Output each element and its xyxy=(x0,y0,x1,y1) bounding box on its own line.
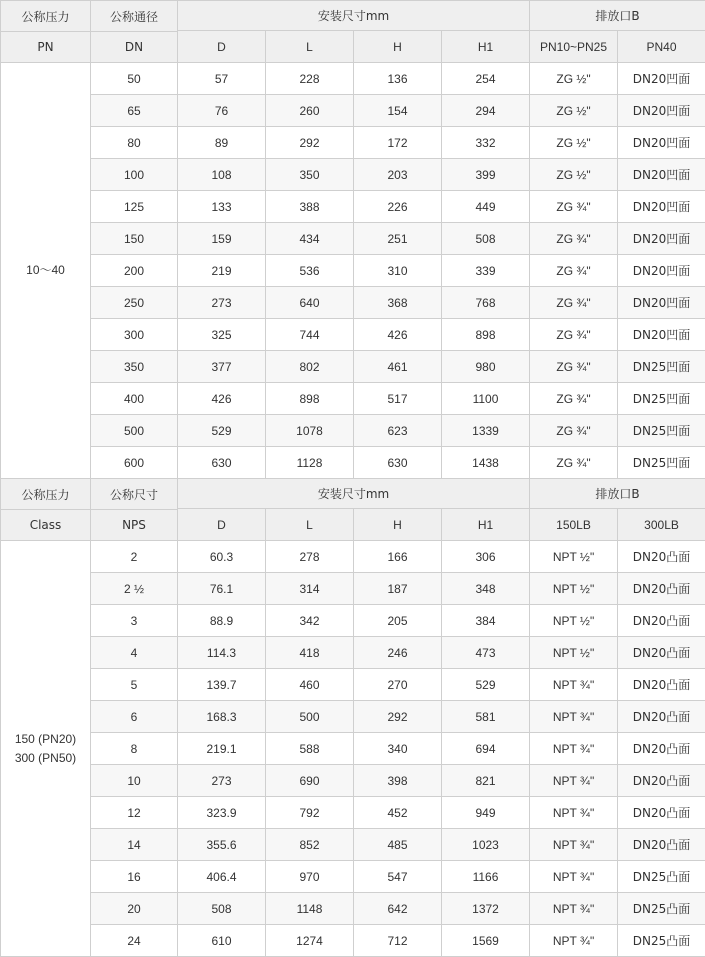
table2-cell-d: 60.3 xyxy=(178,541,266,573)
table1-row xyxy=(1,351,705,383)
table1-cell-outlet-b: DN20凹面 xyxy=(618,63,705,95)
table2-cell-d: 76.1 xyxy=(178,573,266,605)
table2-cell-l: 588 xyxy=(266,733,354,765)
table1-row xyxy=(1,95,705,127)
table1-cell-l: 1078 xyxy=(266,415,354,447)
table1-cell-dn: 50 xyxy=(91,63,178,95)
table1-cell-l: 640 xyxy=(266,287,354,319)
table1-cell-d: 89 xyxy=(178,127,266,159)
table2-cell-outlet-b: DN25凸面 xyxy=(618,925,705,957)
table1-cell-outlet-b: DN20凹面 xyxy=(618,287,705,319)
table2-cell-l: 500 xyxy=(266,701,354,733)
table2-cell-outlet-a: NPT ¾" xyxy=(530,861,618,893)
table1-cell-dn: 125 xyxy=(91,191,178,223)
table2-cell-h: 398 xyxy=(354,765,442,797)
table1-subheader-outlet-b: PN40 xyxy=(618,31,705,63)
table1-row xyxy=(1,255,705,287)
table1-cell-dn: 65 xyxy=(91,95,178,127)
table1-cell-h1: 399 xyxy=(442,159,530,191)
table1-cell-dn: 400 xyxy=(91,383,178,415)
table2-cell-nps: 10 xyxy=(91,765,178,797)
table1-cell-outlet-a: ZG ½" xyxy=(530,63,618,95)
table1-cell-h1: 980 xyxy=(442,351,530,383)
table2-cell-outlet-b: DN20凸面 xyxy=(618,669,705,701)
table2-cell-h: 452 xyxy=(354,797,442,829)
table2-cell-outlet-b: DN20凸面 xyxy=(618,573,705,605)
table1-row xyxy=(1,127,705,159)
table2-cell-h: 340 xyxy=(354,733,442,765)
table2-row xyxy=(1,829,705,861)
table2-row xyxy=(1,637,705,669)
table2-cell-outlet-a: NPT ½" xyxy=(530,605,618,637)
table2-cell-outlet-a: NPT ¾" xyxy=(530,733,618,765)
table1-cell-h: 623 xyxy=(354,415,442,447)
table1-subheader-d: D xyxy=(178,31,266,63)
table2-row xyxy=(1,573,705,605)
table1-cell-outlet-b: DN20凹面 xyxy=(618,127,705,159)
table2-cell-d: 168.3 xyxy=(178,701,266,733)
table1-cell-d: 219 xyxy=(178,255,266,287)
table2-cell-nps: 4 xyxy=(91,637,178,669)
table1-cell-outlet-b: DN20凹面 xyxy=(618,159,705,191)
table2-subheader-outlet-b: 300LB xyxy=(618,509,705,541)
table1-cell-d: 426 xyxy=(178,383,266,415)
table2-row xyxy=(1,925,705,957)
table2-subheader-h: H xyxy=(354,509,442,541)
table1-header-diameter xyxy=(91,1,178,63)
table2-cell-h: 292 xyxy=(354,701,442,733)
table1-cell-outlet-b: DN20凹面 xyxy=(618,191,705,223)
table1-cell-d: 57 xyxy=(178,63,266,95)
table1-cell-dn: 600 xyxy=(91,447,178,479)
table2-pressure-value xyxy=(1,541,91,957)
table1-cell-d: 325 xyxy=(178,319,266,351)
table2-cell-h1: 1569 xyxy=(442,925,530,957)
table2-cell-nps: 2 ½ xyxy=(91,573,178,605)
table2-subheader-h1: H1 xyxy=(442,509,530,541)
table2-cell-nps: 5 xyxy=(91,669,178,701)
table1-cell-outlet-b: DN25凹面 xyxy=(618,351,705,383)
table1-cell-l: 1128 xyxy=(266,447,354,479)
table2-row xyxy=(1,605,705,637)
table1-row xyxy=(1,319,705,351)
table2-header-outlet-group: 排放口B xyxy=(530,479,705,509)
table2-cell-h1: 348 xyxy=(442,573,530,605)
table1-subheader-outlet-a: PN10~PN25 xyxy=(530,31,618,63)
table1-cell-dn: 100 xyxy=(91,159,178,191)
table1-cell-outlet-a: ZG ¾" xyxy=(530,351,618,383)
table2-cell-nps: 12 xyxy=(91,797,178,829)
table2-cell-outlet-a: NPT ½" xyxy=(530,573,618,605)
table1-cell-h: 368 xyxy=(354,287,442,319)
table1-cell-h1: 254 xyxy=(442,63,530,95)
table1-cell-outlet-b: DN20凹面 xyxy=(618,223,705,255)
table2-header-pressure-label: 公称压力 xyxy=(1,480,90,509)
table1-cell-h: 310 xyxy=(354,255,442,287)
table2-header-install-group: 安装尺寸mm xyxy=(178,479,530,509)
table2-cell-outlet-a: NPT ¾" xyxy=(530,797,618,829)
table2-cell-d: 88.9 xyxy=(178,605,266,637)
table1-cell-h: 203 xyxy=(354,159,442,191)
table2-cell-outlet-b: DN20凸面 xyxy=(618,541,705,573)
table1-row xyxy=(1,223,705,255)
table1-cell-outlet-a: ZG ¾" xyxy=(530,255,618,287)
table1-cell-outlet-a: ZG ¾" xyxy=(530,319,618,351)
table1-cell-h1: 1100 xyxy=(442,383,530,415)
table2-header-row xyxy=(1,479,705,509)
table2-cell-nps: 8 xyxy=(91,733,178,765)
table2-header-pressure xyxy=(1,479,91,541)
table1-cell-h1: 1438 xyxy=(442,447,530,479)
table1-cell-d: 273 xyxy=(178,287,266,319)
table1-cell-d: 159 xyxy=(178,223,266,255)
table1-cell-h: 251 xyxy=(354,223,442,255)
table1-cell-outlet-b: DN20凹面 xyxy=(618,319,705,351)
table2-cell-l: 314 xyxy=(266,573,354,605)
table2-cell-h1: 949 xyxy=(442,797,530,829)
table2-cell-h1: 306 xyxy=(442,541,530,573)
table2-cell-l: 792 xyxy=(266,797,354,829)
table2-cell-h1: 1372 xyxy=(442,893,530,925)
table1-cell-h1: 332 xyxy=(442,127,530,159)
table2-cell-h: 246 xyxy=(354,637,442,669)
table1-cell-outlet-b: DN25凹面 xyxy=(618,383,705,415)
table2-row xyxy=(1,893,705,925)
table1-cell-d: 108 xyxy=(178,159,266,191)
table2-cell-outlet-b: DN25凸面 xyxy=(618,861,705,893)
table1-cell-outlet-a: ZG ¾" xyxy=(530,191,618,223)
table1-pressure-value: 10～40 xyxy=(1,63,91,479)
table1-row xyxy=(1,159,705,191)
table1-cell-h: 461 xyxy=(354,351,442,383)
table1-cell-d: 630 xyxy=(178,447,266,479)
table2-cell-nps: 24 xyxy=(91,925,178,957)
table2-cell-h1: 1166 xyxy=(442,861,530,893)
table2-row xyxy=(1,765,705,797)
table2-pressure-line1: 150 (PN20) xyxy=(1,730,90,749)
table2-cell-h: 485 xyxy=(354,829,442,861)
table2-cell-nps: 14 xyxy=(91,829,178,861)
table2-cell-l: 1274 xyxy=(266,925,354,957)
table1-subheader-h: H xyxy=(354,31,442,63)
table1-row xyxy=(1,447,705,479)
table2-cell-d: 219.1 xyxy=(178,733,266,765)
table1-cell-d: 133 xyxy=(178,191,266,223)
table1-cell-h: 172 xyxy=(354,127,442,159)
table1-cell-dn: 80 xyxy=(91,127,178,159)
table1-cell-outlet-a: ZG ½" xyxy=(530,159,618,191)
table1-cell-h1: 294 xyxy=(442,95,530,127)
table2-cell-nps: 20 xyxy=(91,893,178,925)
table2-cell-outlet-a: NPT ½" xyxy=(530,637,618,669)
table1-cell-outlet-b: DN20凹面 xyxy=(618,95,705,127)
table2-cell-outlet-a: NPT ¾" xyxy=(530,925,618,957)
table2-cell-h: 547 xyxy=(354,861,442,893)
table2-cell-outlet-a: NPT ¾" xyxy=(530,701,618,733)
table2-cell-h: 270 xyxy=(354,669,442,701)
table2-cell-h1: 1023 xyxy=(442,829,530,861)
table1-cell-l: 434 xyxy=(266,223,354,255)
table2-cell-h1: 473 xyxy=(442,637,530,669)
table2-subheader-outlet-a: 150LB xyxy=(530,509,618,541)
table1-cell-l: 802 xyxy=(266,351,354,383)
table2-cell-d: 139.7 xyxy=(178,669,266,701)
table1-cell-h: 136 xyxy=(354,63,442,95)
table1-cell-outlet-a: ZG ¾" xyxy=(530,223,618,255)
table2-cell-h: 205 xyxy=(354,605,442,637)
table2-cell-l: 690 xyxy=(266,765,354,797)
table2-cell-outlet-b: DN20凸面 xyxy=(618,733,705,765)
table2-cell-d: 508 xyxy=(178,893,266,925)
table2-cell-d: 273 xyxy=(178,765,266,797)
table2-cell-l: 342 xyxy=(266,605,354,637)
table2-cell-h: 642 xyxy=(354,893,442,925)
table2-header-size xyxy=(91,479,178,541)
table1-row xyxy=(1,415,705,447)
table1-subheader-h1: H1 xyxy=(442,31,530,63)
table2-cell-outlet-a: NPT ¾" xyxy=(530,765,618,797)
table2-pressure-line2: 300 (PN50) xyxy=(1,749,90,768)
table2-cell-h: 166 xyxy=(354,541,442,573)
table2-row xyxy=(1,701,705,733)
table2-cell-d: 355.6 xyxy=(178,829,266,861)
table2-cell-d: 114.3 xyxy=(178,637,266,669)
table1-cell-h1: 898 xyxy=(442,319,530,351)
table2-row xyxy=(1,669,705,701)
table1-cell-outlet-a: ZG ¾" xyxy=(530,383,618,415)
table1-cell-l: 388 xyxy=(266,191,354,223)
table2-cell-outlet-b: DN20凸面 xyxy=(618,637,705,669)
table1-cell-h1: 339 xyxy=(442,255,530,287)
table1-header-pressure-label: 公称压力 xyxy=(1,2,90,31)
table1-cell-outlet-a: ZG ¾" xyxy=(530,447,618,479)
table2-cell-nps: 2 xyxy=(91,541,178,573)
table1-cell-l: 292 xyxy=(266,127,354,159)
table2-cell-d: 323.9 xyxy=(178,797,266,829)
table2-cell-l: 278 xyxy=(266,541,354,573)
table1-cell-outlet-a: ZG ¾" xyxy=(530,287,618,319)
table1-cell-outlet-a: ZG ½" xyxy=(530,95,618,127)
table1-cell-l: 228 xyxy=(266,63,354,95)
table1-cell-h1: 768 xyxy=(442,287,530,319)
table1-header-pressure-unit: PN xyxy=(1,32,90,62)
table2-row xyxy=(1,733,705,765)
table1-cell-outlet-b: DN25凹面 xyxy=(618,447,705,479)
table1-cell-l: 536 xyxy=(266,255,354,287)
table1-header-diameter-unit: DN xyxy=(91,32,177,62)
table2-cell-h: 712 xyxy=(354,925,442,957)
table1-cell-h: 630 xyxy=(354,447,442,479)
table2-cell-h1: 384 xyxy=(442,605,530,637)
table1-row xyxy=(1,287,705,319)
table2-cell-h1: 581 xyxy=(442,701,530,733)
table2-row xyxy=(1,861,705,893)
table1-cell-l: 898 xyxy=(266,383,354,415)
table1-cell-dn: 350 xyxy=(91,351,178,383)
table1-row xyxy=(1,383,705,415)
table1-cell-outlet-b: DN25凹面 xyxy=(618,415,705,447)
table1-cell-h: 426 xyxy=(354,319,442,351)
table1-cell-d: 377 xyxy=(178,351,266,383)
table2-cell-l: 418 xyxy=(266,637,354,669)
table2-cell-d: 610 xyxy=(178,925,266,957)
table2-cell-d: 406.4 xyxy=(178,861,266,893)
table1-cell-dn: 500 xyxy=(91,415,178,447)
table2-header-size-label: 公称尺寸 xyxy=(91,480,177,509)
table1-cell-h: 226 xyxy=(354,191,442,223)
table1-cell-h: 517 xyxy=(354,383,442,415)
table1-cell-dn: 200 xyxy=(91,255,178,287)
table1-cell-outlet-a: ZG ½" xyxy=(530,127,618,159)
table1-cell-h1: 508 xyxy=(442,223,530,255)
table1-header-diameter-label: 公称通径 xyxy=(91,2,177,31)
table2-cell-outlet-a: NPT ¾" xyxy=(530,829,618,861)
table1-row xyxy=(1,191,705,223)
table1-cell-l: 260 xyxy=(266,95,354,127)
table1-cell-outlet-b: DN20凹面 xyxy=(618,255,705,287)
table2-cell-l: 460 xyxy=(266,669,354,701)
table1-subheader-l: L xyxy=(266,31,354,63)
table2-cell-outlet-b: DN20凸面 xyxy=(618,765,705,797)
table2-row xyxy=(1,797,705,829)
table2-cell-outlet-b: DN20凸面 xyxy=(618,797,705,829)
table2-cell-l: 970 xyxy=(266,861,354,893)
table1-cell-dn: 150 xyxy=(91,223,178,255)
table2-cell-outlet-a: NPT ¾" xyxy=(530,893,618,925)
table2-cell-h1: 821 xyxy=(442,765,530,797)
table2-row xyxy=(1,541,705,573)
table2-cell-outlet-b: DN20凸面 xyxy=(618,829,705,861)
table1-cell-l: 744 xyxy=(266,319,354,351)
table2-cell-h: 187 xyxy=(354,573,442,605)
table2-cell-outlet-b: DN25凸面 xyxy=(618,893,705,925)
table1-header-outlet-group: 排放口B xyxy=(530,1,705,31)
table1-cell-d: 529 xyxy=(178,415,266,447)
table2-cell-outlet-b: DN20凸面 xyxy=(618,605,705,637)
table1-cell-dn: 300 xyxy=(91,319,178,351)
table1-cell-h1: 449 xyxy=(442,191,530,223)
table1-row xyxy=(1,63,705,95)
table2-cell-nps: 6 xyxy=(91,701,178,733)
table2-cell-outlet-a: NPT ½" xyxy=(530,541,618,573)
table1-cell-dn: 250 xyxy=(91,287,178,319)
table2-cell-l: 852 xyxy=(266,829,354,861)
table2-header-pressure-unit: Class xyxy=(1,510,90,540)
table2-subheader-d: D xyxy=(178,509,266,541)
table1-cell-d: 76 xyxy=(178,95,266,127)
table2-cell-h1: 694 xyxy=(442,733,530,765)
table1-header-pressure xyxy=(1,1,91,63)
table1-cell-h1: 1339 xyxy=(442,415,530,447)
table2-cell-outlet-a: NPT ¾" xyxy=(530,669,618,701)
table1-cell-outlet-a: ZG ¾" xyxy=(530,415,618,447)
table2-header-size-unit: NPS xyxy=(91,510,177,540)
table1-cell-h: 154 xyxy=(354,95,442,127)
table1-header-row xyxy=(1,1,705,31)
table1-cell-l: 350 xyxy=(266,159,354,191)
table2-cell-nps: 3 xyxy=(91,605,178,637)
table2-cell-h1: 529 xyxy=(442,669,530,701)
table2-cell-outlet-b: DN20凸面 xyxy=(618,701,705,733)
table2-cell-l: 1148 xyxy=(266,893,354,925)
table2-subheader-l: L xyxy=(266,509,354,541)
table2-cell-nps: 16 xyxy=(91,861,178,893)
table1-header-install-group: 安装尺寸mm xyxy=(178,1,530,31)
